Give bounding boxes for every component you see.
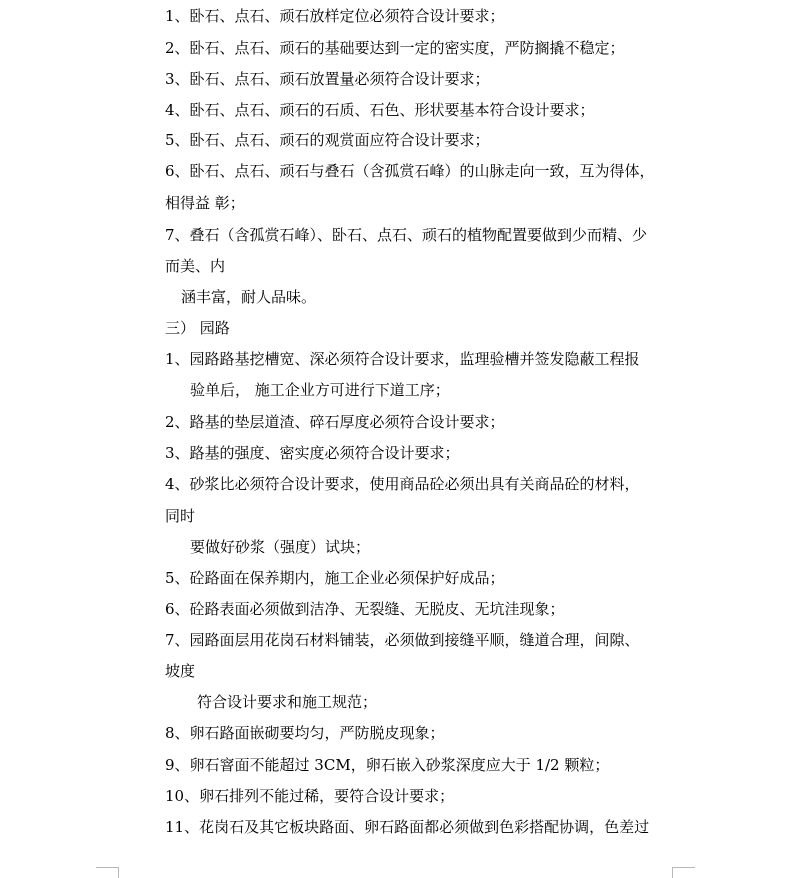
text-line: 验单后， 施工企业方可进行下道工序； [190,381,450,399]
text-line: 8、卵石路面嵌砌要均匀，严防脱皮现象； [165,724,445,742]
text-line: 而美、内 [165,257,226,275]
text-line: 4、卧石、点石、顽石的石质、石色、形状要基本符合设计要求； [165,101,595,119]
text-line: 5、卧石、点石、顽石的观赏面应符合设计要求； [165,131,490,149]
text-line: 7、园路面层用花岗石材料铺装，必须做到接缝平顺，缝道合理，间隙、 [165,631,640,649]
text-line: 6、卧石、点石、顽石与叠石（含孤赏石峰）的山脉走向一致，互为得体， [165,162,655,180]
text-line: 符合设计要求和施工规范； [197,693,378,711]
text-line: 7、叠石（含孤赏石峰）、卧石、点石、顽石的植物配置要做到少而精、少 [165,226,648,244]
page-corner-mark-left [96,867,119,878]
text-line: 9、卵石窨面不能超过 3CM，卵石嵌入砂浆深度应大于 1/2 颗粒； [165,756,610,774]
text-line: 1、园路路基挖槽宽、深必须符合设计要求，监理验槽并签发隐蔽工程报 [165,350,640,368]
page-corner-mark-right [672,867,695,878]
text-line: 相得益 彰； [165,194,245,212]
section-heading: 三） 园路 [165,319,230,337]
text-line: 2、路基的垫层道渣、碎石厚度必须符合设计要求； [165,413,505,431]
text-line: 3、路基的强度、密实度必须符合设计要求； [165,444,460,462]
text-line: 11、花岗石及其它板块路面、卵石路面都必须做到色彩搭配协调，色差过 [165,818,650,836]
text-line: 6、砼路表面必须做到洁净、无裂缝、无脱皮、无坑洼现象； [165,600,565,618]
text-line: 4、砂浆比必须符合设计要求，使用商品砼必须出具有关商品砼的材料， [165,475,640,493]
text-line: 涵丰富，耐人品味。 [181,288,317,306]
text-line: 3、卧石、点石、顽石放置量必须符合设计要求； [165,70,490,88]
text-line: 坡度 [165,662,196,680]
text-line: 2、卧石、点石、顽石的基础要达到一定的密实度，严防搁撬不稳定； [165,39,625,57]
text-line: 1、卧石、点石、顽石放样定位必须符合设计要求； [165,7,505,25]
text-line: 要做好砂浆（强度）试块； [190,538,371,556]
text-line: 5、砼路面在保养期内，施工企业必须保护好成品； [165,569,505,587]
text-line: 10、卵石排列不能过稀，要符合设计要求； [165,787,455,805]
text-line: 同时 [165,507,196,525]
